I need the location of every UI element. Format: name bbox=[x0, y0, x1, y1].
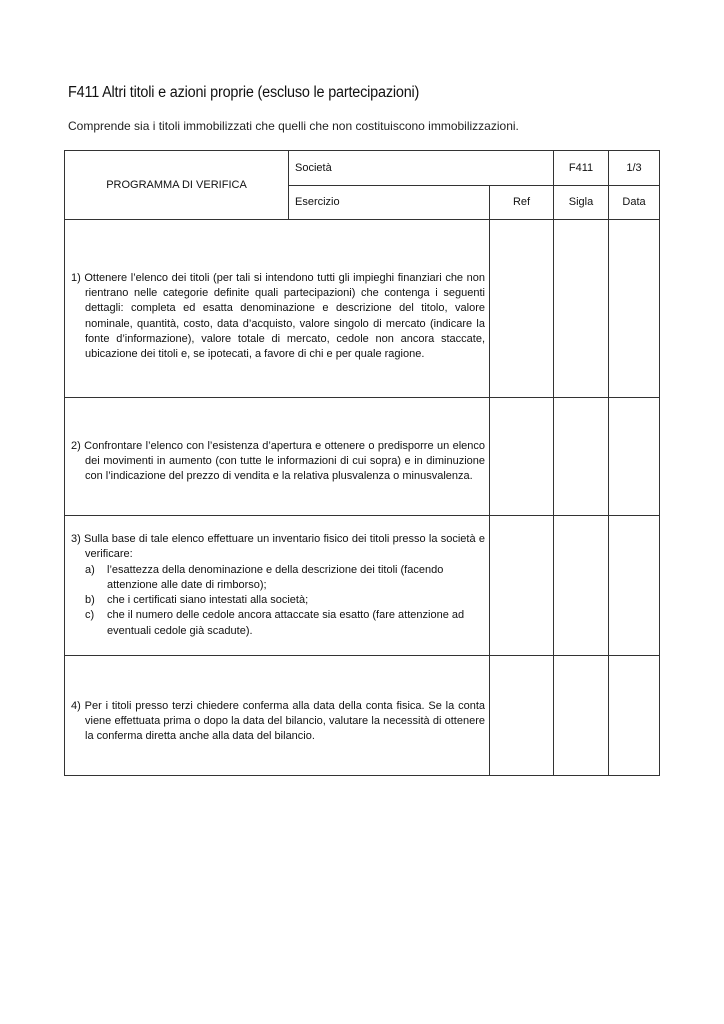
sub-item-text: l’esattezza della denominazione e della descrizione dei titoli (facendo attenzione alle date di rimborso); bbox=[107, 563, 444, 591]
table-row bbox=[65, 220, 660, 398]
sigla-cell[interactable] bbox=[554, 220, 609, 398]
verification-program-table bbox=[64, 150, 660, 776]
sub-item bbox=[71, 563, 485, 593]
sub-item-letter: a) bbox=[85, 563, 95, 576]
document-title: F411 Altri titoli e azioni proprie (escluso le partecipazioni) bbox=[68, 84, 420, 101]
sub-item-text: che i certificati siano intestati alla società; bbox=[107, 594, 309, 607]
step-text: 3) Sulla base di tale elenco effettuare un inventario fisico dei titoli presso la società e verificare: bbox=[71, 533, 485, 561]
table-row bbox=[65, 656, 660, 776]
sub-item-text: che il numero delle cedole ancora attaccate sia esatto (fare attenzione ad eventuali cedole già scadute). bbox=[107, 609, 465, 637]
sub-item-letter: c) bbox=[85, 609, 95, 622]
step-3 bbox=[65, 516, 490, 656]
ref-cell[interactable] bbox=[490, 656, 554, 776]
esercizio-label: Esercizio bbox=[289, 185, 490, 220]
societa-label: Società bbox=[289, 151, 554, 186]
data-column-header: Data bbox=[609, 185, 660, 220]
code-label: F411 bbox=[554, 151, 609, 186]
sigla-cell[interactable] bbox=[554, 656, 609, 776]
step-1 bbox=[65, 220, 490, 398]
sub-item-letter: b) bbox=[85, 594, 95, 607]
sub-item bbox=[71, 608, 485, 638]
ref-column-header: Ref bbox=[490, 185, 554, 220]
ref-cell[interactable] bbox=[490, 398, 554, 516]
step-text: 2) Confrontare l’elenco con l’esistenza d’apertura e ottenere o predisporre un elenco dei movimenti in aumento (con tutte le informazioni di cui sopra) e in diminuzione con l’indicazione del prezzo di vendita e la relativa plusvalenza o minusvalenza. bbox=[71, 439, 485, 483]
program-label: PROGRAMMA DI VERIFICA bbox=[65, 151, 289, 220]
step-text: 4) Per i titoli presso terzi chiedere conferma alla data della conta fisica. Se la conta viene effettuata prima o dopo la data del bilancio, valutare la necessità di ottenere la conferma diretta anche alla data del bilancio. bbox=[71, 699, 485, 743]
sigla-column-header: Sigla bbox=[554, 185, 609, 220]
sub-item bbox=[71, 593, 485, 608]
document-subtitle: Comprende sia i titoli immobilizzati che quelli che non costituiscono immobilizzazioni. bbox=[68, 119, 519, 133]
ref-cell[interactable] bbox=[490, 516, 554, 656]
ref-cell[interactable] bbox=[490, 220, 554, 398]
sigla-cell[interactable] bbox=[554, 398, 609, 516]
data-cell[interactable] bbox=[609, 516, 660, 656]
step-4 bbox=[65, 656, 490, 776]
data-cell[interactable] bbox=[609, 220, 660, 398]
table-row bbox=[65, 398, 660, 516]
sigla-cell[interactable] bbox=[554, 516, 609, 656]
page-label: 1/3 bbox=[609, 151, 660, 186]
data-cell[interactable] bbox=[609, 656, 660, 776]
step-text: 1) Ottenere l’elenco dei titoli (per tali si intendono tutti gli impieghi finanziari che non rientrano nelle categorie definite quali partecipazioni) che contenga i seguenti dettagli: completa ed esatta denominazione e descrizione del titolo, valore nominale, quantità, costo, data d’acquisto, valore singolo di mercato (indicare la fonte d’informazione), valore totale di mercato, cedole non ancora staccate, ubicazione dei titoli e, se ipotecati, a favore di chi e per quale ragione. bbox=[71, 271, 485, 360]
step-2 bbox=[65, 398, 490, 516]
data-cell[interactable] bbox=[609, 398, 660, 516]
table-row bbox=[65, 516, 660, 656]
